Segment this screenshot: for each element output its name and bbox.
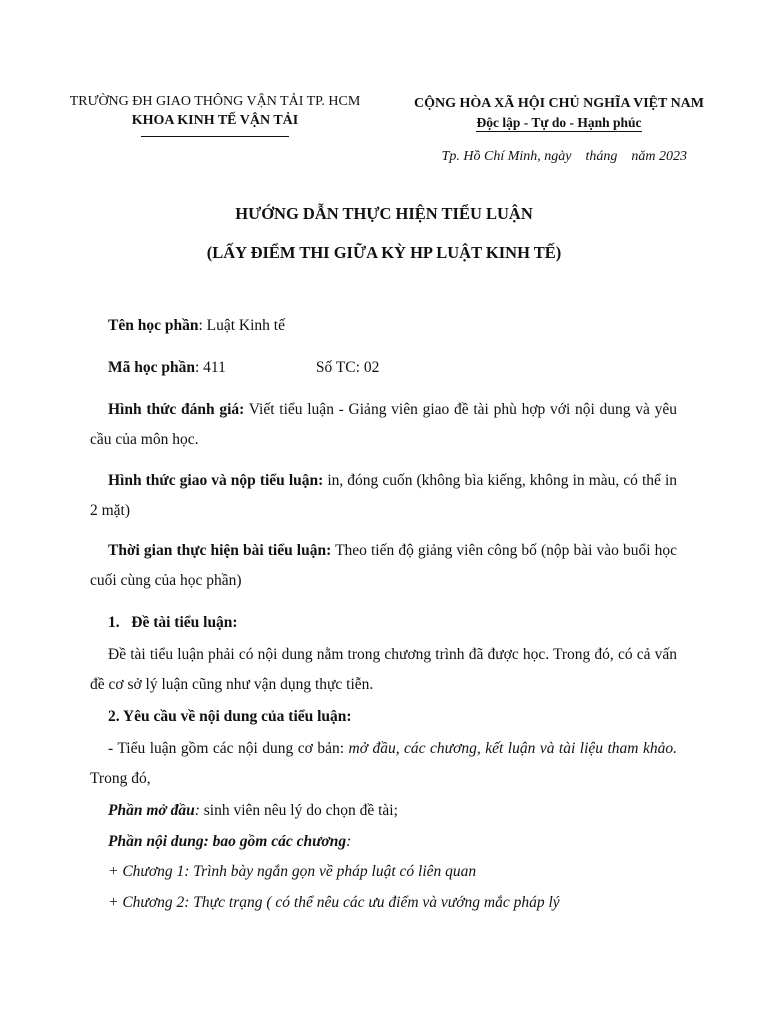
header-left	[40, 92, 390, 137]
section1-body: Đề tài tiểu luận phải có nội dung nằm trong chương trình đã được học. Trong đó, có cả vấn đề cơ sở lý luận cũng như vận dụng thực tiễn.	[90, 646, 677, 693]
header-right	[384, 94, 734, 134]
school-name: TRƯỜNG ĐH GIAO THÔNG VẬN TẢI TP. HCM	[69, 94, 361, 109]
opening-part-label: Phần mở đầu	[108, 802, 195, 819]
document-title: HƯỚNG DẪN THỰC HIỆN TIỂU LUẬN	[235, 204, 533, 223]
national-motto: Độc lập - Tự do - Hạnh phúc	[476, 115, 642, 130]
course-code-line	[90, 353, 677, 383]
section2-intro	[90, 734, 677, 794]
course-code-label: Mã học phần	[108, 359, 195, 376]
section2-intro-suffix: Trong đó,	[90, 770, 151, 787]
opening-part-value: sinh viên nêu lý do chọn đề tài;	[199, 802, 398, 819]
time-paragraph	[90, 536, 677, 596]
country-name: CỘNG HÒA XÃ HỘI CHỦ NGHĨA VIỆT NAM	[413, 96, 704, 111]
section2-intro-italic: mở đầu, các chương, kết luận và tài liệu tham khảo.	[348, 740, 677, 757]
submission-label: Hình thức giao và nộp tiểu luận:	[108, 472, 324, 489]
chapter2-line: + Chương 2: Thực trạng ( có thể nêu các ưu điểm và vướng mắc pháp lý	[108, 894, 560, 911]
time-label: Thời gian thực hiện bài tiểu luận:	[108, 542, 332, 559]
section1-heading: 1. Đề tài tiểu luận:	[108, 614, 238, 631]
faculty-name: KHOA KINH TẾ VẬN TẢI	[131, 113, 299, 128]
assessment-label: Hình thức đánh giá:	[108, 401, 245, 418]
content-part-label: Phần nội dung: bao gồm các chương	[108, 833, 347, 850]
submission-value: in, đóng cuốn (không bìa kiếng, không in màu, có thể in 2 mặt)	[90, 472, 677, 519]
opening-part-line	[90, 796, 677, 826]
assessment-value: Viết tiểu luận - Giảng viên giao đề tài phù hợp với nội dung và yêu cầu của môn học.	[90, 401, 677, 448]
submission-paragraph	[90, 466, 677, 526]
assessment-paragraph	[90, 395, 677, 455]
faculty-underline	[141, 136, 289, 137]
chapter1-line: + Chương 1: Trình bày ngắn gọn về pháp luật có liên quan	[108, 863, 477, 880]
document-subtitle: (LẤY ĐIỂM THI GIỮA KỲ HP LUẬT KINH TẾ)	[206, 243, 562, 262]
content-part-line	[90, 827, 677, 857]
course-name-line	[90, 311, 677, 341]
section2-intro-prefix: - Tiểu luận gồm các nội dung cơ bản:	[108, 740, 349, 757]
opening-part-colon: :	[194, 802, 200, 819]
course-code-value: : 411	[195, 359, 226, 376]
course-name-label: Tên học phần	[108, 317, 199, 334]
content-part-colon: :	[346, 833, 352, 850]
section2-heading: 2. Yêu cầu về nội dung của tiểu luận:	[108, 708, 352, 725]
course-name-value: : Luật Kinh tế	[198, 317, 285, 334]
credits: Số TC: 02	[315, 359, 380, 376]
dateline: Tp. Hồ Chí Minh, ngày tháng năm 2023	[441, 149, 687, 164]
time-value: Theo tiến độ giảng viên công bố (nộp bài vào buổi học cuối cùng của học phần)	[90, 542, 677, 589]
